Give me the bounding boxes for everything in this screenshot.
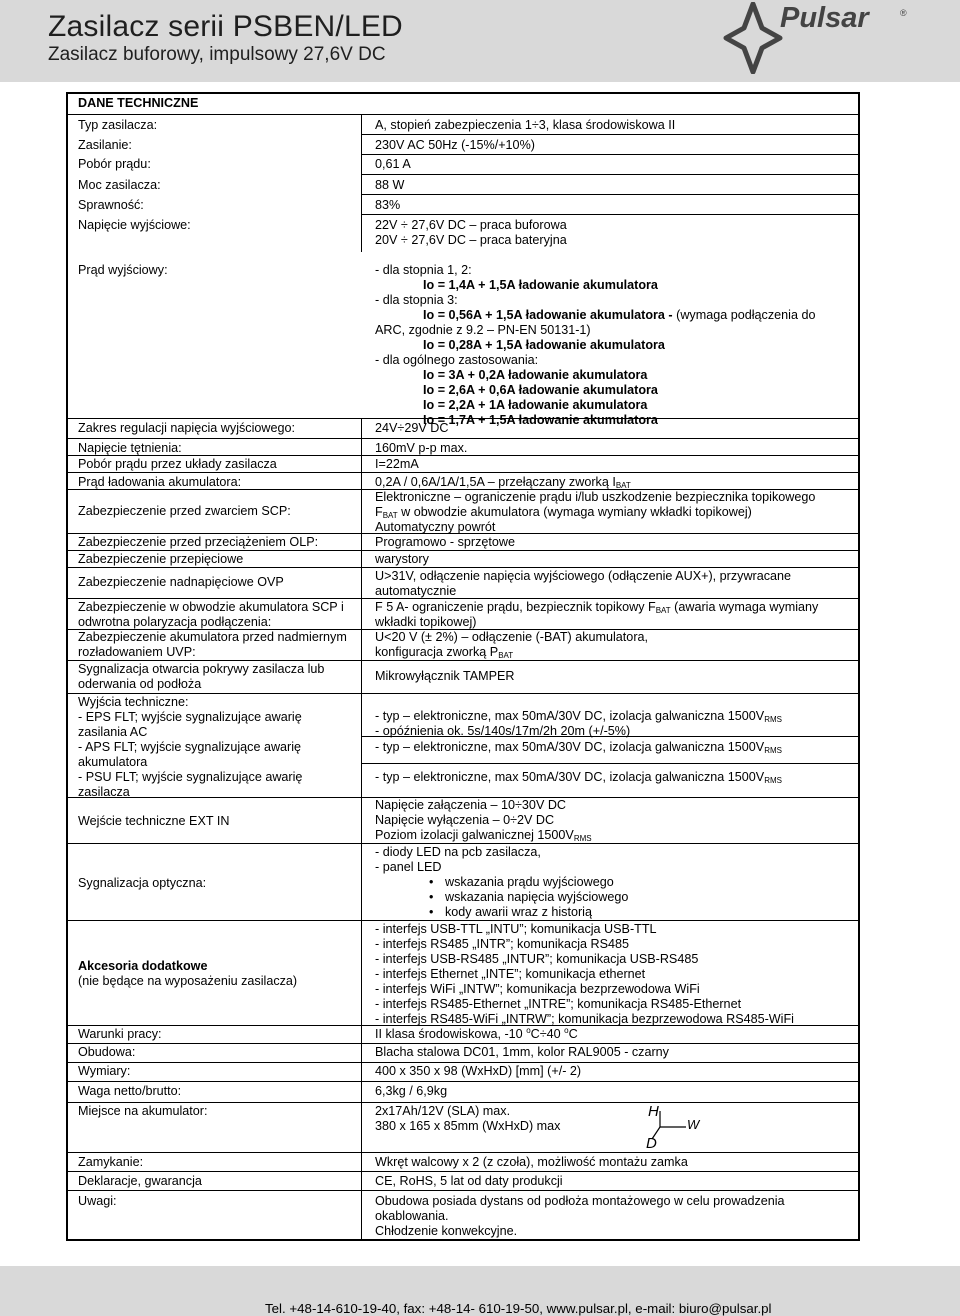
value-subscript: BAT: [615, 481, 631, 490]
row-value: 160mV p-p max.: [375, 441, 468, 455]
divider: [361, 214, 858, 215]
row-label: [78, 959, 358, 989]
row-label: Zabezpieczenie przed przeciążeniem OLP:: [78, 535, 319, 549]
divider: [361, 763, 858, 764]
value-text: II klasa środowiskowa, -10: [375, 1027, 527, 1041]
value-text: - typ – elektroniczne, max 50mA/30V DC, izolacja galwaniczna 1500V: [375, 709, 765, 723]
row-value: Blacha stalowa DC01, 1mm, kolor RAL9005 - czarny: [375, 1045, 669, 1059]
value-line: [375, 645, 845, 660]
value-line: - panel LED: [375, 860, 442, 874]
divider: [68, 660, 858, 661]
label-line: - PSU FLT; wyjście sygnalizujące awarię: [78, 770, 303, 784]
divider: [361, 134, 858, 135]
page-subtitle: Zasilacz buforowy, impulsowy 27,6V DC: [48, 44, 386, 65]
divider: [68, 1081, 858, 1082]
row-value: 88 W: [375, 178, 405, 192]
value-line: - opóźnienia ok. 5s/140s/17m/2h 20m (+/-5%): [375, 724, 631, 738]
list-item: • kody awarii wraz z historią: [375, 905, 845, 920]
value-line: U<20 V (± 2%) – odłączenie (-BAT) akumulatora,: [375, 630, 649, 644]
value-text: F: [375, 505, 383, 519]
divider: [68, 920, 858, 921]
row-label: Zasilanie:: [78, 138, 132, 152]
row-value: [375, 922, 845, 1027]
value-subscript: BAT: [498, 651, 514, 660]
divider: [68, 1102, 858, 1103]
row-value: [375, 475, 845, 490]
row-label: Moc zasilacza:: [78, 178, 161, 192]
row-label: Wejście techniczne EXT IN: [78, 814, 230, 828]
list-item: - interfejs USB-TTL „INTU”; komunikacja USB-TTL: [375, 922, 657, 936]
value-line: [375, 505, 845, 520]
row-value: [375, 569, 845, 599]
value-line: 20V ÷ 27,6V DC – praca bateryjna: [375, 233, 567, 247]
label-line: odwrotna polaryzacja podłączenia:: [78, 615, 272, 629]
value-line: Io = 2,2A + 1A ładowanie akumulatora: [423, 398, 648, 412]
list-item: - interfejs USB-RS485 „INTUR”; komunikacja USB-RS485: [375, 952, 699, 966]
row-label: Sygnalizacja optyczna:: [78, 876, 207, 890]
divider: [68, 1043, 858, 1044]
value-line: - dla stopnia 3:: [375, 293, 458, 307]
value-bold: Io = 0,56A + 1,5A ładowanie akumulatora -: [423, 308, 673, 322]
divider: [68, 533, 858, 534]
logo-text: Pulsar: [780, 2, 869, 34]
divider: [68, 550, 858, 551]
value-line: U>31V, odłączenie napięcia wyjściowego (odłączenie AUX+), przywracane: [375, 569, 792, 583]
value-line: Io = 2,6A + 0,6A ładowanie akumulatora: [423, 383, 658, 397]
label-line: Zabezpieczenie w obwodzie akumulatora SCP i: [78, 600, 344, 614]
label-line: Wyjścia techniczne:: [78, 695, 189, 709]
value-line: [375, 828, 845, 843]
value-text: Poziom izolacji galwanicznej 1500V: [375, 828, 574, 842]
value-line: [375, 770, 845, 785]
row-value: [375, 218, 845, 248]
row-label: Zabezpieczenie przed zwarciem SCP:: [78, 504, 291, 518]
divider: [68, 598, 858, 599]
value-line: Io = 1,7A + 1,5A ładowanie akumulatora: [423, 413, 658, 427]
value-line: Io = 3A + 0,2A ładowanie akumulatora: [423, 368, 648, 382]
value-line: Chłodzenie konwekcyjne.: [375, 1224, 518, 1238]
row-label: Obudowa:: [78, 1045, 136, 1059]
list-item: • wskazania prądu wyjściowego: [375, 875, 845, 890]
footer-contact: Tel. +48-14-610-19-40, fax: +48-14- 610-19-50, www.pulsar.pl, e-mail: biuro@pulsar.pl: [265, 1301, 772, 1316]
value-text: C: [568, 1027, 578, 1041]
row-value: [375, 490, 845, 535]
value-line: 380 x 165 x 85mm (WxHxD) max: [375, 1119, 561, 1133]
value-line: - dla ogólnego zastosowania:: [375, 353, 539, 367]
row-label: Uwagi:: [78, 1194, 117, 1208]
page-title: Zasilacz serii PSBEN/LED: [48, 10, 403, 43]
value-line: Obudowa posiada dystans od podłoża montażowego w celu prowadzenia: [375, 1194, 785, 1208]
label-line: rozładowaniem UVP:: [78, 645, 196, 659]
row-label: Napięcie tętnienia:: [78, 441, 182, 455]
value-text: F 5 A- ograniczenie prądu, bezpiecznik topikowy F: [375, 600, 656, 614]
pulsar-star-icon: [722, 2, 784, 74]
row-label: Zabezpieczenie nadnapięciowe OVP: [78, 575, 284, 589]
value-line: Napięcie wyłączenia – 0÷2V DC: [375, 813, 555, 827]
divider: [361, 174, 858, 175]
row-value: 230V AC 50Hz (-15%/+10%): [375, 138, 535, 152]
value-text: konfiguracja zworką P: [375, 645, 499, 659]
row-label: Sprawność:: [78, 198, 144, 212]
value-line: [375, 308, 845, 323]
value-line: Io = 1,4A + 1,5A ładowanie akumulatora: [423, 278, 658, 292]
value-superscript: o: [564, 1025, 569, 1035]
divider: [68, 472, 858, 473]
row-label: Zabezpieczenie przepięciowe: [78, 552, 244, 566]
list-item: - interfejs RS485 „INTR”; komunikacja RS485: [375, 937, 630, 951]
label-line: Akcesoria dodatkowe: [78, 959, 208, 973]
divider: [361, 154, 858, 155]
dimension-axes-icon: [640, 1103, 720, 1153]
value-line: [375, 740, 845, 755]
divider: [68, 455, 858, 456]
label-line: zasilania AC: [78, 725, 148, 739]
divider: [68, 693, 858, 694]
row-value: Programowo - sprzętowe: [375, 535, 515, 549]
divider: [68, 1190, 858, 1191]
row-label: Typ zasilacza:: [78, 118, 158, 132]
value-line: wkładki topikowej): [375, 615, 477, 629]
divider: [68, 567, 858, 568]
value-line: okablowania.: [375, 1209, 449, 1223]
divider: [68, 1152, 858, 1153]
value-line: 22V ÷ 27,6V DC – praca buforowa: [375, 218, 567, 232]
row-label: Wymiary:: [78, 1064, 131, 1078]
value-text: C÷40: [530, 1027, 565, 1041]
value-text: - typ – elektroniczne, max 50mA/30V DC, izolacja galwaniczna 1500V: [375, 740, 765, 754]
list-item: - interfejs WiFi „INTW”; komunikacja bezprzewodowa WiFi: [375, 982, 700, 996]
divider: [68, 1062, 858, 1063]
value-subscript: BAT: [382, 511, 398, 520]
row-value: I=22mA: [375, 457, 419, 471]
row-label: [78, 662, 358, 692]
row-value: Wkręt walcowy x 2 (z czoła), możliwość montażu zamka: [375, 1155, 688, 1169]
value-text: w obwodzie akumulatora (wymaga wymiany wkładki topikowej): [397, 505, 752, 519]
divider: [68, 1171, 858, 1172]
list-item: - interfejs RS485-WiFi „INTRW”; komunikacja bezprzewodowa RS485-WiFi: [375, 1012, 794, 1026]
row-label: Prąd wyjściowy:: [78, 263, 168, 277]
page-header: [0, 0, 960, 82]
row-label: Zamykanie:: [78, 1155, 144, 1169]
value-line: Io = 0,28A + 1,5A ładowanie akumulatora: [423, 338, 665, 352]
list-item: - interfejs Ethernet „INTE”; komunikacja ethernet: [375, 967, 646, 981]
row-value: CE, RoHS, 5 lat od daty produkcji: [375, 1174, 563, 1188]
row-value: 400 x 350 x 98 (WxHxD) [mm] (+/- 2): [375, 1064, 582, 1078]
value-line: Napięcie załączenia – 10÷30V DC: [375, 798, 567, 812]
row-value: [375, 600, 845, 630]
value-line: [375, 600, 845, 615]
value-subscript: BAT: [655, 606, 671, 615]
row-value: warystory: [375, 552, 429, 566]
divider: [68, 1025, 858, 1026]
row-label: Waga netto/brutto:: [78, 1084, 182, 1098]
row-label: Miejsce na akumulator:: [78, 1104, 208, 1118]
value-superscript: o: [526, 1025, 531, 1035]
value-line: [375, 709, 845, 724]
value-subscript: RMS: [573, 834, 592, 843]
value-line: ARC, zgodnie z 9.2 – PN-EN 50131-1): [375, 323, 591, 337]
row-value: [375, 709, 845, 785]
value-line: 2x17Ah/12V (SLA) max.: [375, 1104, 511, 1118]
value-line: - diody LED na pcb zasilacza,: [375, 845, 541, 859]
divider: [68, 418, 858, 419]
value-text: - typ – elektroniczne, max 50mA/30V DC, izolacja galwaniczna 1500V: [375, 770, 765, 784]
row-value: [375, 630, 845, 660]
row-value: 0,61 A: [375, 157, 411, 171]
row-label: [78, 695, 358, 800]
divider: [68, 438, 858, 439]
row-value: [375, 1104, 845, 1134]
label-line: oderwania od podłoża: [78, 677, 202, 691]
row-label: Warunki pracy:: [78, 1027, 162, 1041]
row-value: [375, 845, 845, 920]
row-label: Pobór prądu przez układy zasilacza: [78, 457, 277, 471]
value-line: - dla stopnia 1, 2:: [375, 263, 472, 277]
divider: [68, 843, 858, 844]
value-subscript: RMS: [764, 776, 782, 785]
label-line: - EPS FLT; wyjście sygnalizujące awarię: [78, 710, 302, 724]
value-text: 0,2A / 0,6A/1A/1,5A – przełączany zworką I: [375, 475, 616, 489]
row-value: Mikrowyłącznik TAMPER: [375, 669, 515, 683]
row-value: 6,3kg / 6,9kg: [375, 1084, 448, 1098]
registered-mark: ®: [900, 8, 907, 18]
divider: [361, 736, 858, 737]
row-label: Pobór prądu:: [78, 157, 151, 171]
row-label: [78, 630, 358, 660]
row-label: Napięcie wyjściowe:: [78, 218, 191, 232]
axis-d-label: D: [646, 1135, 657, 1152]
row-label: Prąd ładowania akumulatora:: [78, 475, 242, 489]
label-line: Sygnalizacja otwarcia pokrywy zasilacza lub: [78, 662, 325, 676]
row-value: 83%: [375, 198, 401, 212]
value-line: Elektroniczne – ograniczenie prądu i/lub uszkodzenie bezpiecznika topikowego: [375, 490, 816, 504]
label-line: akumulatora: [78, 755, 148, 769]
row-value: 24V÷29V DC: [375, 421, 449, 435]
row-value: A, stopień zabezpieczenia 1÷3, klasa środowiskowa II: [375, 118, 676, 132]
value-text: (awaria wymaga wymiany: [670, 600, 819, 614]
axis-w-label: W: [687, 1117, 700, 1132]
divider: [361, 418, 362, 1240]
row-value: [375, 1194, 845, 1239]
row-label: Deklaracje, gwarancja: [78, 1174, 202, 1188]
table-heading-text: DANE TECHNICZNE: [78, 96, 199, 110]
value-normal: (wymaga podłączenia do: [672, 308, 816, 322]
row-label: [78, 600, 358, 630]
value-line: Automatyczny powrót: [375, 520, 496, 534]
row-value: [375, 798, 845, 843]
row-value: [375, 1027, 845, 1042]
pulsar-logo: [722, 2, 912, 74]
divider: [68, 114, 858, 115]
label-line: zasilacza: [78, 785, 130, 799]
list-item: • wskazania napięcia wyjściowego: [375, 890, 845, 905]
axis-h-label: H: [648, 1103, 659, 1120]
row-label: Zakres regulacji napięcia wyjściowego:: [78, 421, 295, 435]
value-subscript: RMS: [764, 715, 782, 724]
label-line: Zabezpieczenie akumulatora przed nadmiernym: [78, 630, 347, 644]
divider: [361, 194, 858, 195]
label-line: - APS FLT; wyjście sygnalizujące awarię: [78, 740, 302, 754]
label-line: (nie będące na wyposażeniu zasilacza): [78, 974, 298, 988]
value-line: automatycznie: [375, 584, 457, 598]
list-item: - interfejs RS485-Ethernet „INTRE”; komunikacja RS485-Ethernet: [375, 997, 742, 1011]
value-subscript: RMS: [764, 746, 782, 755]
row-value: [375, 263, 845, 428]
